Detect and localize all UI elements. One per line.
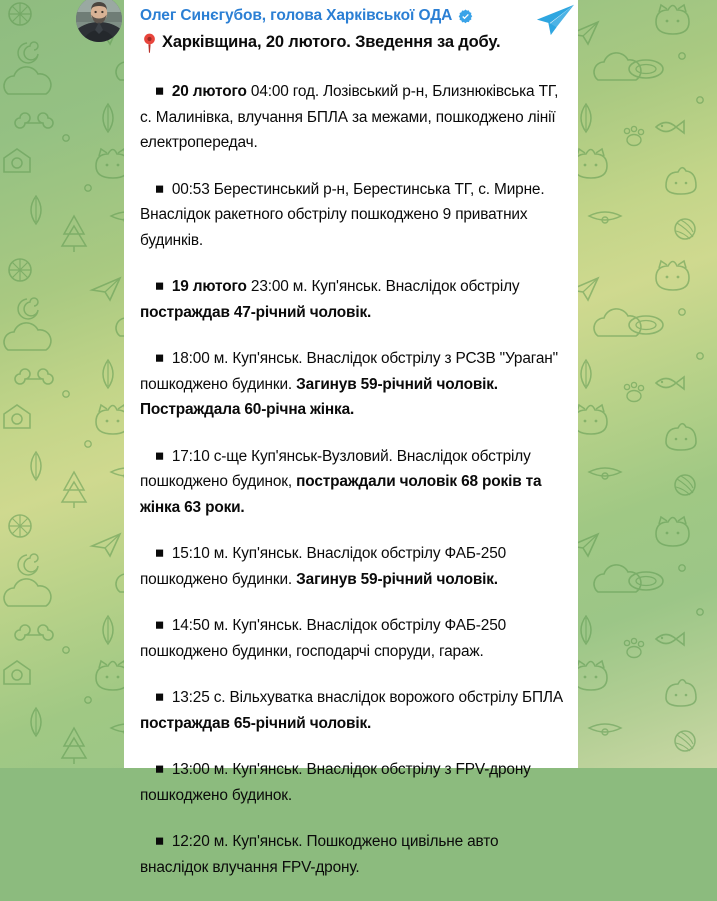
post-entry (140, 541, 564, 592)
entry-text-emphasis: постраждав 47-річний чоловік. (140, 303, 372, 321)
telegram-plane-icon[interactable] (532, 1, 578, 41)
entry-text: 14:50 м. Куп'янськ. Внаслідок обстрілу ФАБ-250 пошкоджено будинки, господарчі споруди, гараж. (140, 617, 507, 660)
subtitle-line (140, 32, 568, 53)
post-entry (140, 613, 564, 664)
entry-text: 15:10 м. Куп'янськ. Внаслідок обстрілу ФАБ-250 пошкоджено будинки. (140, 545, 507, 588)
entry-bullet-gap (164, 83, 172, 100)
entry-bullet-icon: ◼ (155, 182, 165, 195)
channel-line (140, 4, 568, 28)
entry-text: 00:53 Берестинський р-н, Берестинська ТГ, с. Мирне. Внаслідок ракетного обстрілу пошкоджено 9 приватних будинків. (140, 180, 545, 249)
entry-text: 13:00 м. Куп'янськ. Внаслідок обстрілу з FPV-дрону пошкоджено будинок. (140, 761, 531, 804)
entry-text-emphasis: постраждав 65-річний чоловік. (140, 714, 372, 732)
post-body (124, 64, 578, 901)
entry-bullet-icon: ◼ (155, 763, 165, 776)
post-entry (140, 829, 564, 880)
entry-text: 23:00 м. Куп'янськ. Внаслідок обстрілу (246, 278, 520, 296)
round-pushpin-emoji (142, 33, 157, 53)
entry-text-emphasis: Загинув 59-річний чоловік. (296, 570, 498, 588)
entry-bullet-icon: ◼ (155, 835, 165, 848)
post-header (124, 0, 578, 53)
entry-bullet-icon: ◼ (155, 619, 165, 632)
telegram-post-card (124, 0, 578, 876)
entry-bullet-gap (164, 617, 172, 634)
entry-bullet-icon: ◼ (155, 547, 165, 560)
entry-bullet-gap (164, 278, 172, 295)
post-entry (140, 274, 564, 325)
entry-text: 17:10 с-ще Куп'янськ-Вузловий. Внаслідок обстрілу пошкоджено будинок, (140, 447, 531, 491)
post-entry (140, 757, 564, 808)
post-entry (140, 79, 564, 156)
entry-bullet-gap (164, 350, 172, 367)
entry-bullet-gap (164, 545, 172, 562)
entry-bullet-icon: ◼ (155, 352, 165, 365)
entry-text-emphasis: постраждали чоловік 68 років та жінка 63 роки. (140, 473, 542, 516)
entry-text: 12:20 м. Куп'янськ. Пошкоджено цивільне авто внаслідок влучання FPV-дрону. (140, 833, 499, 876)
entry-bullet-gap (164, 833, 172, 850)
entry-bullet-icon: ◼ (155, 449, 165, 462)
entry-bullet-gap (164, 181, 172, 198)
post-entry (140, 685, 564, 736)
entry-bullet-icon: ◼ (155, 85, 165, 98)
post-entry (140, 444, 564, 521)
entry-bullet-gap (164, 761, 172, 778)
post-subtitle: Харківщина, 20 лютого. Зведення за добу. (162, 33, 501, 51)
channel-name[interactable]: Олег Синєгубов, голова Харківської ОДА (140, 7, 453, 24)
entry-text: 04:00 год. Лозівський р-н, Близнюківська ТГ, с. Малинівка, влучання БПЛА за межами, пошкоджено лінії електропередач. (140, 83, 559, 152)
entry-text-emphasis: Загинув 59-річний чоловік. Постраждала 60-річна жінка. (140, 375, 498, 419)
entry-text-emphasis: 19 лютого (171, 278, 247, 296)
post-entry (140, 346, 564, 423)
entry-text: 18:00 м. Куп'янськ. Внаслідок обстрілу з РСЗВ "Ураган" пошкоджено будинки. (140, 350, 558, 393)
verified-check-icon (458, 9, 473, 24)
entry-bullet-icon: ◼ (155, 280, 165, 293)
post-entry (140, 177, 564, 254)
entry-bullet-gap (164, 448, 172, 465)
entry-bullet-gap (164, 689, 172, 706)
entry-text: 13:25 с. Вільхуватка внаслідок ворожого обстрілу БПЛА (171, 689, 563, 707)
entry-text-emphasis: 20 лютого (171, 83, 247, 101)
entry-bullet-icon: ◼ (155, 691, 165, 704)
